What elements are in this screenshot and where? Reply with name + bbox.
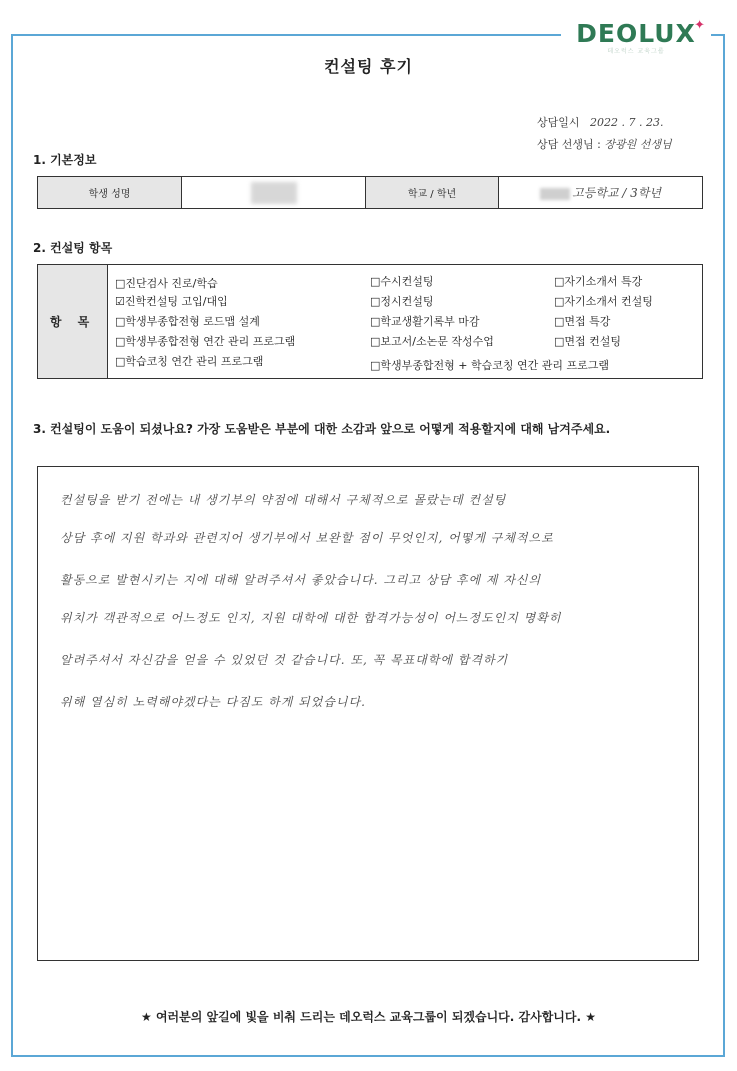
answer-line: 상담 후에 지원 학과와 관련지어 생기부에서 보완할 점이 무엇인지, 어떻게 구체적으로 (60, 531, 554, 545)
answer-line: 위해 열심히 노력해야겠다는 다짐도 하게 되었습니다. (60, 695, 366, 709)
answer-line: 위치가 객관적으로 어느정도 인지, 지원 대학에 대한 합격가능성이 어느정도인지 명확히 (60, 611, 562, 625)
option-interview-lecture[interactable]: □면접 특강 (554, 315, 611, 328)
option-self-intro-consulting[interactable]: □자기소개서 컨설팅 (554, 295, 653, 308)
student-name-value (182, 177, 366, 209)
date-label: 상담일시 (537, 116, 580, 129)
logo-text: DEOLUX (576, 19, 696, 48)
school-grade-label: 학교 / 학년 (366, 177, 499, 209)
option-self-intro-lecture[interactable]: □자기소개서 특강 (554, 275, 643, 288)
teacher-label: 상담 선생님 : (537, 138, 601, 151)
option-combined-program[interactable]: □학생부종합전형 + 학습코칭 연간 관리 프로그램 (370, 359, 609, 372)
footer-message: ★ 여러분의 앞길에 빛을 비춰 드리는 데오럭스 교육그룹이 되겠습니다. 감사합니다. ★ (141, 1010, 596, 1024)
redacted-name (251, 182, 297, 204)
school-grade-value: 고등학교 / 3학년 (499, 177, 703, 209)
teacher-value: 장광원 선생님 (604, 138, 672, 151)
section-basic-info-heading: 1. 기본정보 (33, 153, 97, 167)
sparkle-icon: ✦ (694, 18, 705, 33)
basic-info-table (37, 176, 703, 209)
option-early-admission[interactable]: □수시컨설팅 (370, 275, 434, 288)
consult-teacher (537, 136, 672, 152)
option-roadmap-design[interactable]: □학생부종합전형 로드맵 설계 (115, 315, 260, 328)
consulting-items-box (37, 264, 703, 379)
date-value: 2022 . 7 . 23. (590, 116, 664, 129)
option-learning-coaching[interactable]: □학습코칭 연간 관리 프로그램 (115, 355, 264, 368)
option-annual-management[interactable]: □학생부종합전형 연간 관리 프로그램 (115, 335, 296, 348)
option-regular-admission[interactable]: □정시컨설팅 (370, 295, 434, 308)
student-name-label: 학생 성명 (38, 177, 182, 209)
option-admission-consulting[interactable]: ☑진학컨설팅 고입/대입 (115, 295, 228, 308)
consult-date (537, 114, 663, 130)
option-report-writing[interactable]: □보고서/소논문 작성수업 (370, 335, 494, 348)
answer-line: 컨설팅을 받기 전에는 내 생기부의 약점에 대해서 구체적으로 몰랐는데 컨설팅 (60, 493, 507, 507)
answer-line: 알려주셔서 자신감을 얻을 수 있었던 것 같습니다. 또, 꼭 목표대학에 합격하기 (60, 653, 509, 667)
option-school-record-closing[interactable]: □학교생활기록부 마감 (370, 315, 480, 328)
deolux-logo (561, 20, 711, 56)
items-label: 항 목 (38, 265, 108, 378)
section-review-question: 3. 컨설팅이 도움이 되셨나요? 가장 도움받은 부분에 대한 소감과 앞으로 어떻게 적용할지에 대해 남겨주세요. (33, 422, 611, 436)
option-interview-consulting[interactable]: □면접 컨설팅 (554, 335, 622, 348)
option-diagnostic-test[interactable]: □진단검사 진로/학습 (115, 277, 218, 290)
redacted-school (540, 188, 570, 200)
answer-line: 활동으로 발현시키는 지에 대해 알려주셔서 좋았습니다. 그리고 상담 후에 제 자신의 (60, 573, 542, 587)
review-answer-box (37, 466, 699, 961)
section-items-heading: 2. 컨설팅 항목 (33, 241, 113, 255)
page-title: 컨설팅 후기 (324, 57, 413, 76)
logo-tagline: 데오럭스 교육그룹 (607, 48, 665, 55)
